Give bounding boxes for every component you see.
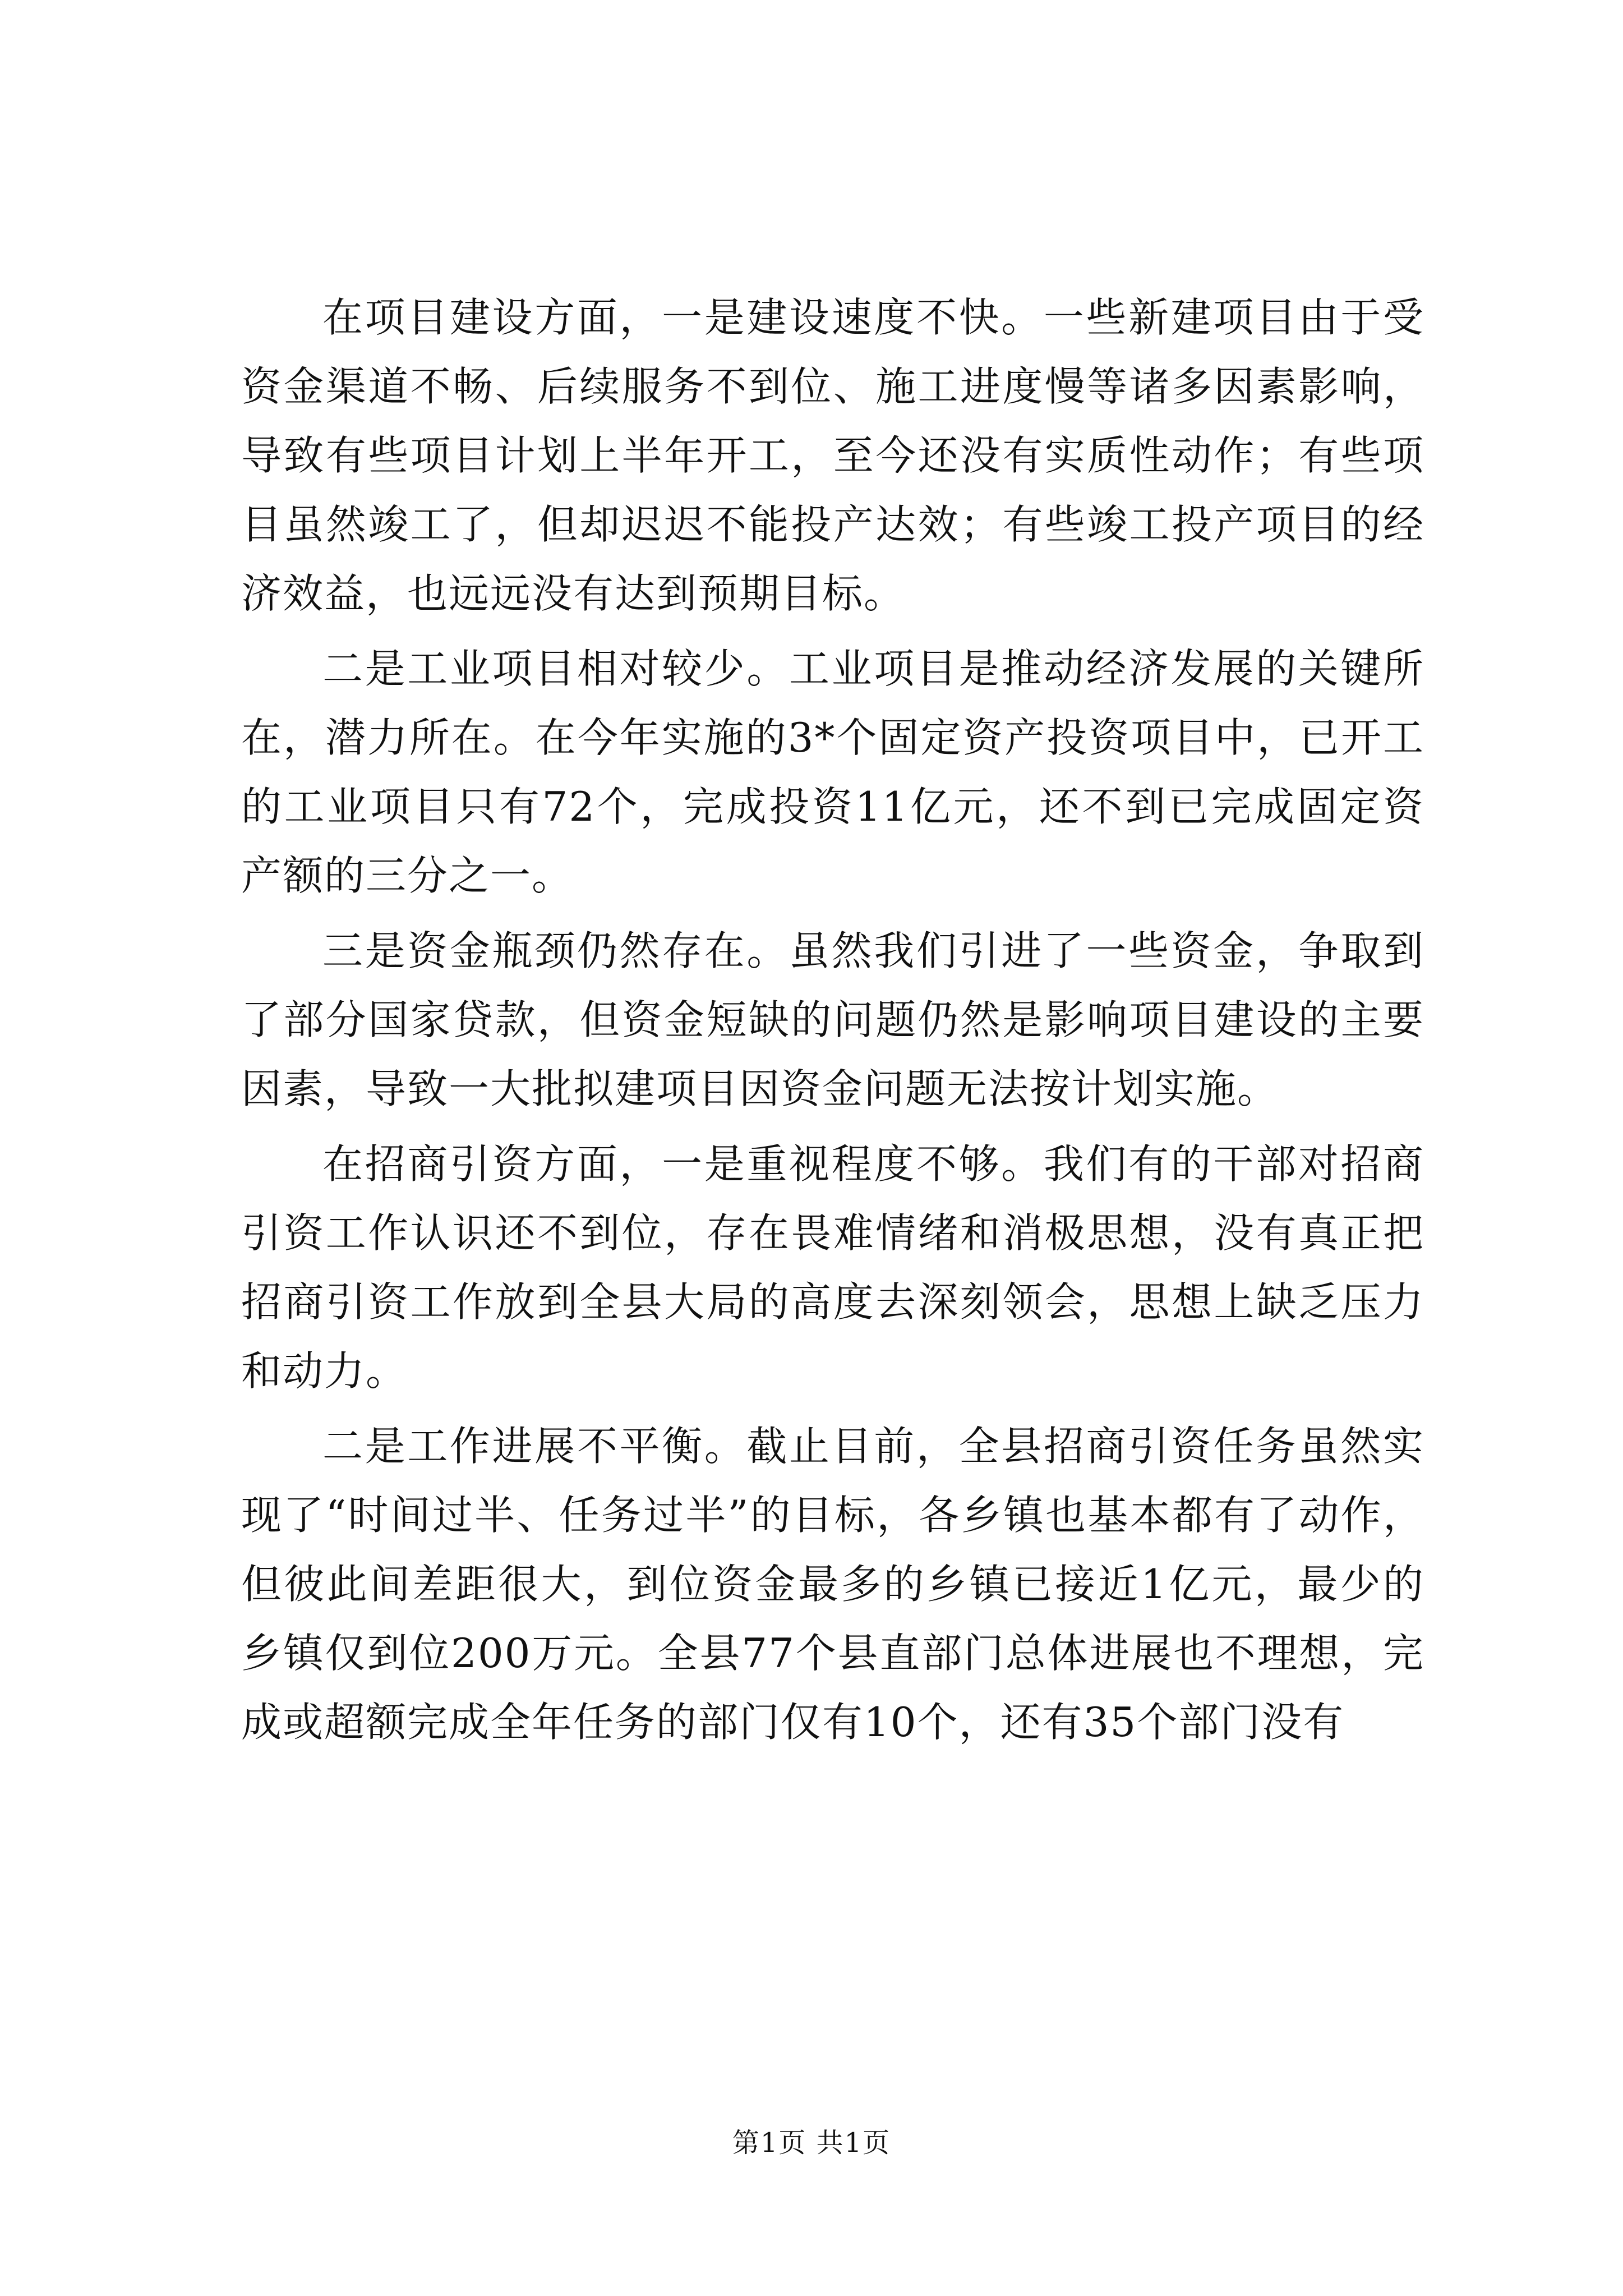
page-footer: 第1页 共1页 bbox=[732, 2127, 891, 2159]
paragraph-investment-attention: 在招商引资方面，一是重视程度不够。我们有的干部对招商引资工作认识还不到位，存在畏难情绪和消极思想，没有真正把招商引资工作放到全县大局的高度去深刻领会，思想上缺乏压力和动力。 bbox=[241, 1140, 1424, 1395]
paragraph-funding-bottleneck: 三是资金瓶颈仍然存在。虽然我们引进了一些资金，争取到了部分国家贷款，但资金短缺的问题仍然是影响项目建设的主要因素，导致一大批拟建项目因资金问题无法按计划实施。 bbox=[241, 927, 1424, 1112]
paragraph-project-construction: 在项目建设方面，一是建设速度不快。一些新建项目由于受资金渠道不畅、后续服务不到位、施工进度慢等诸多因素影响，导致有些项目计划上半年开工，至今还没有实质性动作；有些项目虽然竣工了，但却迟迟不能投产达效；有些竣工投产项目的经济效益，也远远没有达到预期目标。 bbox=[241, 294, 1424, 617]
paragraph-industrial-projects: 二是工业项目相对较少。工业项目是推动经济发展的关键所在，潜力所在。在今年实施的3*个固定资产投资项目中，已开工的工业项目只有72个，完成投资11亿元，还不到已完成固定资产额的三分之一。 bbox=[241, 645, 1424, 899]
document-body bbox=[241, 283, 1424, 1763]
paragraph-uneven-progress: 二是工作进展不平衡。截止目前，全县招商引资任务虽然实现了“时间过半、任务过半”的目标，各乡镇也基本都有了动作，但彼此间差距很大，到位资金最多的乡镇已接近1亿元，最少的乡镇仅到位200万元。全县77个县直部门总体进展也不理想，完成或超额完成全年任务的部门仅有10个，还有35个部门没有 bbox=[241, 1423, 1424, 1746]
